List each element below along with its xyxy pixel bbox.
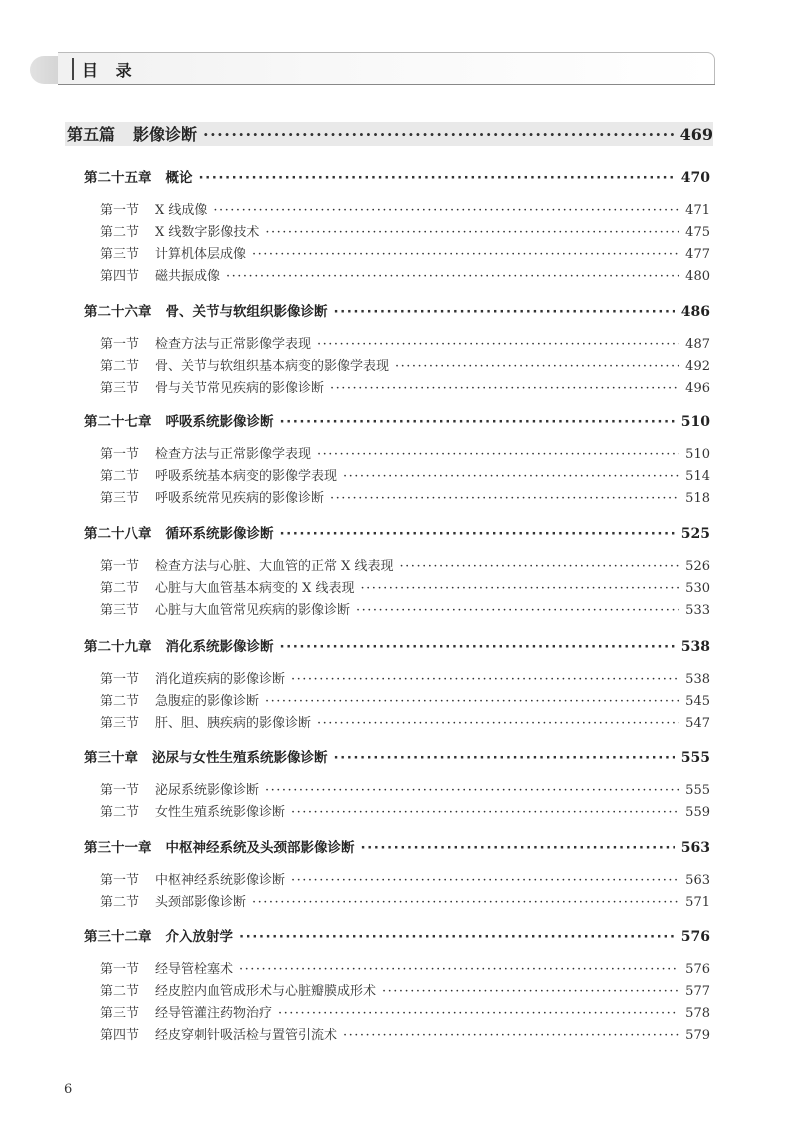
chapter-title: 循环系统影像诊断 [165,526,274,542]
leader-dots [226,269,679,284]
leader-dots [291,873,679,888]
part-page: 469 [679,125,713,144]
header-divider [72,58,74,80]
section-page: 538 [685,672,710,687]
section-row[interactable] [100,221,710,240]
section-label: 第一节 [100,962,140,977]
leader-dots [239,962,679,977]
chapter-page: 555 [680,750,710,766]
section-page: 526 [685,559,710,574]
section-label: 第三节 [100,716,140,731]
leader-dots [203,125,674,144]
chapter-label: 第二十九章 [84,639,152,655]
section-page: 571 [685,895,710,910]
leader-dots [280,414,675,430]
leader-dots [361,840,675,856]
section-title: 头颈部影像诊断 [155,895,247,910]
leader-dots [265,225,679,240]
section-title: 骨与关节常见疾病的影像诊断 [155,381,325,396]
section-title: 消化道疾病的影像诊断 [155,672,286,687]
chapter-label: 第二十八章 [84,526,152,542]
section-page: 559 [685,805,710,820]
section-row[interactable] [100,599,710,618]
chapter-page: 576 [680,929,710,945]
leader-dots [400,559,680,574]
leader-dots [343,1028,679,1043]
leader-dots [291,805,679,820]
section-label: 第三节 [100,491,140,506]
chapter-title: 消化系统影像诊断 [165,639,274,655]
leader-dots [280,526,675,542]
part-row[interactable] [65,122,713,146]
section-label: 第二节 [100,469,140,484]
leader-dots [265,783,679,798]
section-row[interactable] [100,243,710,262]
chapter-label: 第三十章 [84,750,138,766]
chapter-row[interactable] [84,746,710,766]
chapter-title: 呼吸系统影像诊断 [165,414,274,430]
leader-dots [278,1006,679,1021]
section-page: 579 [685,1028,710,1043]
section-row[interactable] [100,199,710,218]
chapter-title: 中枢神经系统及头颈部影像诊断 [165,840,355,856]
section-title: 呼吸系统常见疾病的影像诊断 [155,491,325,506]
section-row[interactable] [100,712,710,731]
section-page: 577 [685,984,710,999]
section-page: 555 [685,783,710,798]
header-underline [58,84,715,85]
leader-dots [199,170,675,186]
chapter-row[interactable] [84,836,710,856]
part-label: 第五篇 [67,125,116,144]
section-title: 检查方法与正常影像学表现 [155,337,312,352]
section-row[interactable] [100,265,710,284]
section-row[interactable] [100,377,710,396]
section-title: 计算机体层成像 [155,247,247,262]
leader-dots [291,672,679,687]
chapter-row[interactable] [84,522,710,542]
leader-dots [213,203,679,218]
page-number: 6 [64,1082,73,1097]
chapter-label: 第二十五章 [84,170,152,186]
section-label: 第二节 [100,984,140,999]
section-title: 检查方法与正常影像学表现 [155,447,312,462]
section-title: 骨、关节与软组织基本病变的影像学表现 [155,359,390,374]
section-title: 呼吸系统基本病变的影像学表现 [155,469,338,484]
section-row[interactable] [100,869,710,888]
section-row[interactable] [100,465,710,484]
leader-dots [317,716,679,731]
chapter-page: 525 [680,526,710,542]
section-row[interactable] [100,355,710,374]
leader-dots [361,581,680,596]
section-label: 第一节 [100,203,140,218]
section-title: 急腹症的影像诊断 [155,694,260,709]
section-page: 492 [685,359,710,374]
chapter-row[interactable] [84,410,710,430]
chapter-row[interactable] [84,166,710,186]
section-row[interactable] [100,801,710,820]
chapter-page: 563 [680,840,710,856]
section-row[interactable] [100,958,710,977]
section-label: 第一节 [100,783,140,798]
leader-dots [317,447,679,462]
chapter-label: 第二十七章 [84,414,152,430]
leader-dots [334,304,675,320]
chapter-label: 第三十二章 [84,929,152,945]
chapter-row[interactable] [84,925,710,945]
section-label: 第一节 [100,559,140,574]
chapter-title: 概论 [165,170,193,186]
section-row[interactable] [100,891,710,910]
section-title: 经导管栓塞术 [155,962,234,977]
section-page: 533 [685,603,710,618]
section-title: 磁共振成像 [155,269,221,284]
part-title: 影像诊断 [133,125,198,144]
section-label: 第一节 [100,873,140,888]
section-row[interactable] [100,690,710,709]
section-row[interactable] [100,1024,710,1043]
leader-dots [239,929,675,945]
section-page: 578 [685,1006,710,1021]
section-title: 泌尿系统影像诊断 [155,783,260,798]
leader-dots [265,694,679,709]
chapter-page: 470 [680,170,710,186]
chapter-label: 第三十一章 [84,840,152,856]
chapter-title: 介入放射学 [165,929,233,945]
chapter-page: 538 [680,639,710,655]
section-title: 心脏与大血管基本病变的 X 线表现 [155,581,355,596]
section-row[interactable] [100,779,710,798]
section-label: 第二节 [100,225,140,240]
section-title: 经导管灌注药物治疗 [155,1006,273,1021]
section-label: 第二节 [100,359,140,374]
section-row[interactable] [100,333,710,352]
section-label: 第一节 [100,672,140,687]
section-label: 第三节 [100,1006,140,1021]
chapter-label: 第二十六章 [84,304,152,320]
leader-dots [382,984,679,999]
section-title: 中枢神经系统影像诊断 [155,873,286,888]
section-label: 第二节 [100,895,140,910]
section-label: 第二节 [100,581,140,596]
section-page: 480 [685,269,710,284]
leader-dots [395,359,679,374]
section-row[interactable] [100,555,710,574]
section-label: 第三节 [100,247,140,262]
section-page: 496 [685,381,710,396]
chapter-title: 骨、关节与软组织影像诊断 [165,304,328,320]
section-row[interactable] [100,577,710,596]
section-title: 经皮穿刺针吸活检与置管引流术 [155,1028,338,1043]
section-page: 530 [685,581,710,596]
section-row[interactable] [100,980,710,999]
section-page: 545 [685,694,710,709]
leader-dots [330,381,679,396]
toc-header [30,52,715,86]
section-page: 547 [685,716,710,731]
leader-dots [330,491,679,506]
section-label: 第三节 [100,381,140,396]
section-page: 477 [685,247,710,262]
section-title: 女性生殖系统影像诊断 [155,805,286,820]
chapter-row[interactable] [84,300,710,320]
leader-dots [343,469,679,484]
section-page: 510 [685,447,710,462]
section-label: 第二节 [100,694,140,709]
toc-title: 目 录 [82,61,138,80]
section-title: X 线数字影像技术 [155,225,260,240]
section-label: 第一节 [100,337,140,352]
chapter-page: 510 [680,414,710,430]
section-page: 471 [685,203,710,218]
section-label: 第二节 [100,805,140,820]
section-label: 第四节 [100,269,140,284]
section-page: 475 [685,225,710,240]
section-page: 563 [685,873,710,888]
leader-dots [317,337,679,352]
leader-dots [356,603,679,618]
section-title: 心脏与大血管常见疾病的影像诊断 [155,603,351,618]
section-title: X 线成像 [155,203,208,218]
section-page: 487 [685,337,710,352]
chapter-title: 泌尿与女性生殖系统影像诊断 [152,750,328,766]
section-label: 第四节 [100,1028,140,1043]
section-title: 肝、胆、胰疾病的影像诊断 [155,716,312,731]
leader-dots [334,750,675,766]
leader-dots [252,247,679,262]
leader-dots [252,895,679,910]
chapter-page: 486 [680,304,710,320]
chapter-row[interactable] [84,635,710,655]
section-label: 第一节 [100,447,140,462]
leader-dots [280,639,675,655]
section-row[interactable] [100,443,710,462]
section-page: 518 [685,491,710,506]
section-title: 检查方法与心脏、大血管的正常 X 线表现 [155,559,394,574]
section-row[interactable] [100,1002,710,1021]
section-page: 514 [685,469,710,484]
section-row[interactable] [100,668,710,687]
section-page: 576 [685,962,710,977]
section-title: 经皮腔内血管成形术与心脏瓣膜成形术 [155,984,377,999]
section-row[interactable] [100,487,710,506]
section-label: 第三节 [100,603,140,618]
header-bar [58,52,715,85]
